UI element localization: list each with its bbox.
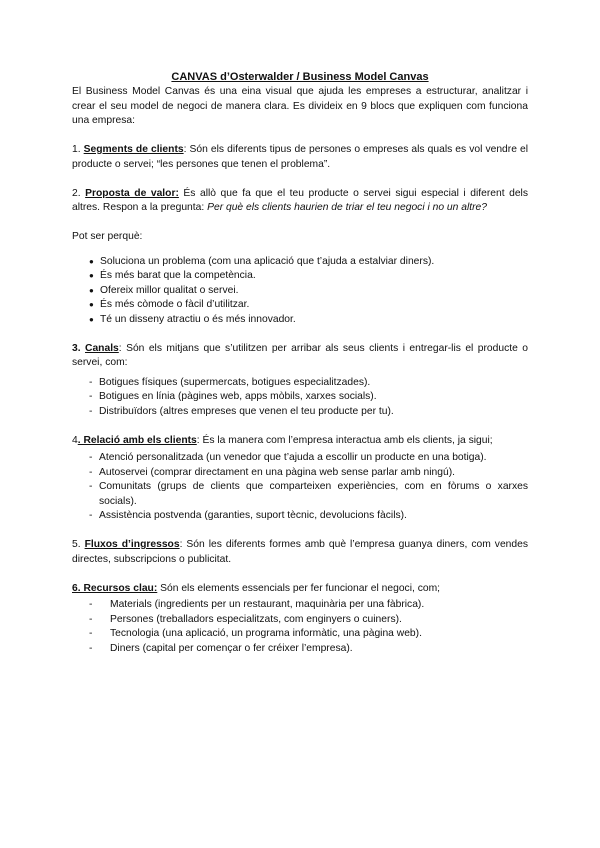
section-6-body: Són els elements essencials per fer funcionar el negoci, com; bbox=[157, 582, 441, 594]
list-item: ● Ofereix millor qualitat o servei. bbox=[72, 284, 528, 299]
list-item: ● Soluciona un problema (com una aplicació que t’ajuda a estalviar diners). bbox=[72, 255, 528, 270]
list-item: - Diners (capital per començar o fer créixer l’empresa). bbox=[72, 642, 528, 657]
section-5-heading: Fluxos d’ingressos bbox=[84, 539, 180, 550]
section-3-heading: Canals bbox=[85, 342, 119, 354]
section-1-body: : Són els diferents tipus de persones o empreses als quals es vol vendre el producte o servei; “les persones que tenen el problema”. bbox=[72, 144, 529, 170]
section-2-bullet-list bbox=[72, 255, 528, 328]
list-item: - Comunitats (grups de clients que comparteixen experiències, com en fòrums o xarxes socials). bbox=[72, 480, 528, 509]
list-item: - Assistència postvenda (garanties, suport tècnic, devolucions fàcils). bbox=[72, 509, 528, 524]
list-item: - Distribuïdors (altres empreses que venen el teu producte per tu). bbox=[72, 405, 528, 420]
list-item: ● Té un disseny atractiu o és més innovador. bbox=[72, 313, 528, 328]
section-1-heading: Segments de clients bbox=[83, 144, 184, 155]
list-item: ● És més còmode o fàcil d’utilitzar. bbox=[72, 298, 528, 313]
section-4-list bbox=[72, 451, 528, 524]
document-title: CANVAS d’Osterwalder / Business Model Canvas bbox=[171, 71, 429, 83]
list-item: - Botigues físiques (supermercats, botigues especialitzades). bbox=[72, 376, 528, 391]
section-3-number: 3. bbox=[72, 342, 86, 354]
section-2-lead: Pot ser perquè: bbox=[72, 231, 143, 242]
section-2-body: És allò que fa que el teu producte o servei sigui especial i diferent dels altres. Respon a la pregunta: bbox=[72, 187, 528, 213]
section-2-number: 2. bbox=[72, 187, 86, 199]
section-5-body: : Són les diferents formes amb què l’empresa guanya diners, com vendes directes, subscripcions o publicitat. bbox=[72, 539, 529, 565]
section-2-question: Per què els clients haurien de triar el teu negoci i no un altre? bbox=[207, 202, 487, 213]
section-6-heading: 6. Recursos clau: bbox=[72, 582, 158, 594]
section-1-number: 1. bbox=[72, 144, 84, 155]
intro-paragraph: El Business Model Canvas és una eina visual que ajuda les empreses a estructurar, analitzar i crear el seu model de negoci de manera clara. Es divideix en 9 blocs que expliquen com funciona una empresa: bbox=[72, 86, 528, 126]
list-item: - Materials (ingredients per un restaurant, maquinària per una fàbrica). bbox=[72, 598, 528, 613]
section-3-body: : Són els mitjans que s’utilitzen per arribar als seus clients i entregar-lis el producte o servei, com: bbox=[72, 342, 528, 368]
section-4-heading: . Relació amb els clients bbox=[77, 434, 197, 446]
section-3-list bbox=[72, 376, 528, 420]
section-4-body: : És la manera com l’empresa interactua amb els clients, ja sigui; bbox=[196, 434, 493, 446]
list-item: - Tecnologia (una aplicació, un programa informàtic, una pàgina web). bbox=[72, 627, 528, 642]
section-6-list bbox=[72, 598, 528, 656]
list-item: ● És més barat que la competència. bbox=[72, 269, 528, 284]
document-page bbox=[72, 70, 528, 656]
section-3-paragraph bbox=[72, 342, 528, 371]
list-item: - Botigues en línia (pàgines web, apps mòbils, xarxes socials). bbox=[72, 390, 528, 405]
section-2-paragraph bbox=[72, 187, 528, 216]
list-item: - Autoservei (comprar directament en una pàgina web sense parlar amb ningú). bbox=[72, 466, 528, 481]
section-2-heading: Proposta de valor: bbox=[85, 187, 179, 199]
section-5-number: 5. bbox=[72, 539, 85, 550]
section-4-paragraph bbox=[72, 434, 528, 449]
list-item: - Atenció personalitzada (un venedor que t’ajuda a escollir un producte en una botiga). bbox=[72, 451, 528, 466]
section-5-paragraph bbox=[72, 538, 528, 567]
section-4-number: 4 bbox=[72, 434, 78, 446]
section-6-paragraph bbox=[72, 582, 528, 597]
list-item: - Persones (treballadors especialitzats, com enginyers o cuiners). bbox=[72, 613, 528, 628]
section-1-paragraph bbox=[72, 143, 528, 172]
